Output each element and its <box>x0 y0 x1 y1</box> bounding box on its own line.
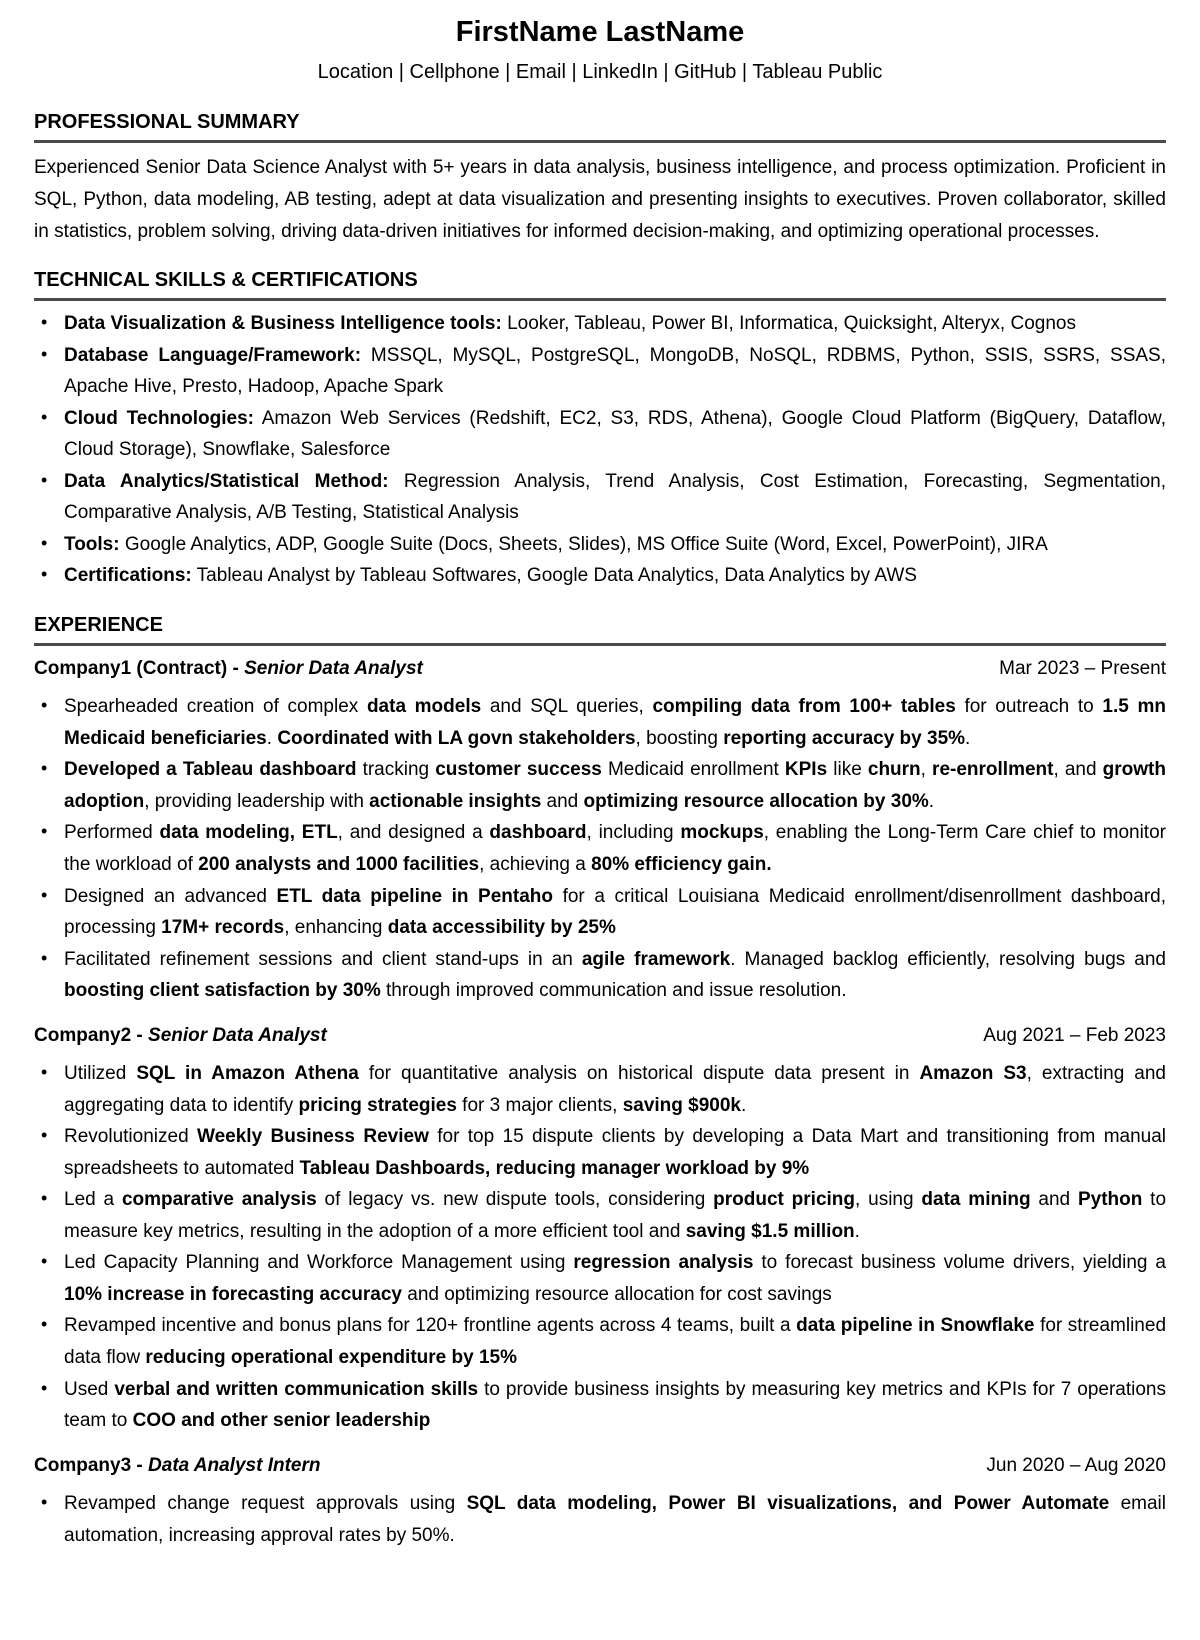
bullet-marker-icon: • <box>41 1251 48 1272</box>
bullet-marker-icon: • <box>41 884 48 905</box>
plain-text: Spearheaded creation of complex <box>64 696 367 718</box>
plain-text: like <box>827 759 868 781</box>
plain-text: for 3 major clients, <box>456 1094 623 1116</box>
plain-text: , and <box>1053 759 1103 781</box>
plain-text: , extracting and aggregating data to identify <box>64 1063 1166 1116</box>
emphasis-text: Senior Data Analyst <box>148 1024 327 1046</box>
plain-text: for top 15 dispute clients by developing a Data Mart and transitioning from manual spreadsheets to automated <box>64 1126 1167 1179</box>
emphasis-text: dashboard <box>489 822 587 844</box>
list-item <box>34 691 1166 754</box>
list-item <box>34 466 1166 529</box>
job-bullets <box>34 1488 1166 1551</box>
job-dates: Mar 2023 – Present <box>999 657 1166 679</box>
plain-text: Looker, Tableau, Power BI, Informatica, Quicksight, Alteryx, Cognos <box>501 313 1076 335</box>
emphasis-text: optimizing resource allocation by 30% <box>583 790 929 812</box>
plain-text: Amazon Web Services (Redshift, EC2, S3, RDS, Athena), Google Cloud Platform (BigQuery, Dataflow, Cloud Storage), Snowflake, Salesforce <box>64 407 1166 461</box>
bullet-marker-icon: • <box>41 564 48 585</box>
emphasis-text: agile framework <box>581 948 731 970</box>
bullet-marker-icon: • <box>41 821 48 842</box>
plain-text: MSSQL, MySQL, PostgreSQL, MongoDB, NoSQL, RDBMS, Python, SSIS, SSRS, SSAS, Apache Hive, Presto, Hadoop, Apache Spark <box>64 344 1167 398</box>
emphasis-text: data modeling, ETL <box>159 822 338 844</box>
section-heading-professional-summary: PROFESSIONAL SUMMARY <box>34 110 1166 143</box>
list-item <box>34 944 1166 1007</box>
emphasis-text: Company3 - <box>34 1454 149 1476</box>
plain-text: Revolutionized <box>64 1126 198 1148</box>
section-heading-experience: EXPERIENCE <box>34 613 1166 646</box>
experience-bullet-text <box>64 1310 1166 1373</box>
list-item <box>34 881 1166 944</box>
emphasis-text: pricing strategies <box>298 1094 457 1116</box>
plain-text: tracking <box>356 759 436 781</box>
list-item <box>34 403 1166 466</box>
plain-text: Led a <box>64 1189 122 1211</box>
plain-text: for a critical Louisiana Medicaid enrollment/disenrollment dashboard, processing <box>64 885 1166 939</box>
plain-text: Revamped change request approvals using <box>64 1493 467 1515</box>
emphasis-text: compiling data from 100+ tables <box>652 696 956 718</box>
plain-text: Revamped incentive and bonus plans for 120+ frontline agents across 4 teams, built a <box>64 1315 797 1337</box>
plain-text: Facilitated refinement sessions and client stand-ups in an <box>64 948 582 970</box>
skill-text <box>64 466 1166 529</box>
job-dates: Aug 2021 – Feb 2023 <box>983 1024 1166 1046</box>
plain-text: . <box>266 727 278 749</box>
list-item <box>34 1121 1166 1184</box>
bullet-marker-icon: • <box>41 1377 48 1398</box>
plain-text: to forecast business volume drivers, yielding a <box>753 1252 1166 1274</box>
emphasis-text: 10% increase in forecasting accuracy <box>64 1283 402 1305</box>
candidate-name: FirstName LastName <box>455 16 745 48</box>
plain-text: and <box>1030 1189 1078 1211</box>
experience-bullet-text <box>64 1247 1166 1310</box>
emphasis-text: churn <box>867 759 921 781</box>
experience-bullet-text <box>64 754 1166 817</box>
emphasis-text: Python <box>1077 1189 1143 1211</box>
plain-text: , boosting <box>635 727 724 749</box>
plain-text: , including <box>586 822 681 844</box>
plain-text: for outreach to <box>955 696 1103 718</box>
section-professional-summary <box>34 110 1166 247</box>
bullet-marker-icon: • <box>41 758 48 779</box>
emphasis-text: SQL data modeling, Power BI visualizations, and Power Automate <box>466 1493 1110 1515</box>
emphasis-text: Weekly Business Review <box>197 1126 429 1148</box>
list-item <box>34 308 1166 340</box>
bullet-marker-icon: • <box>41 469 48 490</box>
plain-text: and SQL queries, <box>481 696 653 718</box>
list-item <box>34 1488 1166 1551</box>
emphasis-text: verbal and written communication skills <box>114 1378 479 1400</box>
emphasis-text: regression analysis <box>573 1252 754 1274</box>
bullet-marker-icon: • <box>41 343 48 364</box>
experience-bullet-text <box>64 1121 1166 1184</box>
emphasis-text: Database Language/Framework: <box>64 344 362 366</box>
job <box>34 1450 1166 1552</box>
plain-text: . <box>854 1220 860 1242</box>
emphasis-text: Data Analytics/Statistical Method: <box>64 470 389 492</box>
plain-text: Led Capacity Planning and Workforce Management using <box>64 1252 574 1274</box>
list-item <box>34 817 1166 880</box>
emphasis-text: saving $900k <box>622 1094 741 1116</box>
jobs-container <box>34 653 1166 1551</box>
job-header <box>34 1450 1166 1482</box>
skill-text <box>64 529 1166 561</box>
plain-text: to provide business insights by measuring key metrics and KPIs for 7 operations team to <box>64 1378 1166 1432</box>
section-experience <box>34 613 1166 1551</box>
emphasis-text: ETL data pipeline in Pentaho <box>276 885 554 907</box>
emphasis-text: product pricing <box>713 1189 856 1211</box>
job <box>34 1020 1166 1437</box>
list-item <box>34 340 1166 403</box>
emphasis-text: reducing operational expenditure by 15% <box>145 1346 517 1368</box>
plain-text: , enabling the Long-Term Care chief to monitor the workload of <box>64 822 1166 875</box>
plain-text: email automation, increasing approval rates by 50%. <box>64 1493 1166 1546</box>
job-title <box>34 653 423 685</box>
plain-text: Performed <box>64 822 160 844</box>
plain-text: Medicaid enrollment <box>601 759 785 781</box>
emphasis-text: Amazon S3 <box>919 1063 1027 1085</box>
plain-text: , using <box>855 1189 922 1211</box>
bullet-marker-icon: • <box>41 947 48 968</box>
job-header <box>34 653 1166 685</box>
plain-text: , <box>920 759 933 781</box>
bullet-marker-icon: • <box>41 1062 48 1083</box>
emphasis-text: 17M+ records <box>161 917 285 939</box>
section-heading-technical-skills: TECHNICAL SKILLS & CERTIFICATIONS <box>34 268 1166 301</box>
job-title <box>34 1020 327 1052</box>
experience-bullet-text <box>64 691 1166 754</box>
plain-text: Utilized <box>64 1063 137 1085</box>
plain-text: , and designed a <box>337 822 490 844</box>
emphasis-text: Company1 (Contract) - <box>34 657 245 679</box>
emphasis-text: 1.5 mn Medicaid beneficiaries <box>64 696 1166 749</box>
plain-text: of legacy vs. new dispute tools, considering <box>316 1189 714 1211</box>
emphasis-text: data accessibility by 25% <box>387 917 616 939</box>
list-item <box>34 754 1166 817</box>
section-technical-skills <box>34 268 1166 592</box>
bullet-marker-icon: • <box>41 1314 48 1335</box>
plain-text: Regression Analysis, Trend Analysis, Cost Estimation, Forecasting, Segmentation, Comparative Analysis, A/B Testing, Statistical Analysis <box>64 470 1167 524</box>
job-bullets <box>34 1058 1166 1436</box>
contact-line: Location | Cellphone | Email | LinkedIn | GitHub | Tableau Public <box>317 61 883 84</box>
experience-bullet-text <box>64 881 1166 944</box>
bullet-marker-icon: • <box>41 695 48 716</box>
emphasis-text: Tools: <box>64 533 120 555</box>
bullet-marker-icon: • <box>41 1188 48 1209</box>
emphasis-text: mockups <box>680 822 764 844</box>
plain-text: . <box>741 1094 747 1116</box>
bullet-marker-icon: • <box>41 1125 48 1146</box>
job-header <box>34 1020 1166 1052</box>
emphasis-text: saving $1.5 million <box>685 1220 855 1242</box>
emphasis-text: SQL in Amazon Athena <box>136 1063 359 1085</box>
list-item <box>34 1374 1166 1437</box>
emphasis-text: Senior Data Analyst <box>244 657 423 679</box>
resume-header <box>34 14 1166 89</box>
list-item <box>34 560 1166 592</box>
emphasis-text: Data Visualization & Business Intelligence tools: <box>64 313 502 335</box>
emphasis-text: growth adoption <box>64 759 1166 812</box>
plain-text: for quantitative analysis on historical dispute data present in <box>358 1063 920 1085</box>
job <box>34 653 1166 1007</box>
plain-text: , enhancing <box>284 917 388 939</box>
emphasis-text: data pipeline in Snowflake <box>796 1315 1035 1337</box>
job-bullets <box>34 691 1166 1006</box>
bullet-marker-icon: • <box>41 406 48 427</box>
bullet-marker-icon: • <box>41 312 48 333</box>
plain-text: Used <box>64 1378 115 1400</box>
plain-text: through improved communication and issue resolution. <box>380 980 847 1002</box>
plain-text: Tableau Analyst by Tableau Softwares, Google Data Analytics, Data Analytics by AWS <box>191 565 917 587</box>
job-dates: Jun 2020 – Aug 2020 <box>986 1454 1166 1476</box>
emphasis-text: COO and other senior leadership <box>132 1410 431 1432</box>
plain-text: . <box>928 790 935 812</box>
skill-text <box>64 308 1166 340</box>
summary-paragraph: Experienced Senior Data Science Analyst with 5+ years in data analysis, business intelligence, and process optimization. Proficient in SQL, Python, data modeling, AB testing, adept at data visualization and presenting insights to executives. Proven collaborator, skilled in statistics, problem solving, driving data-driven initiatives for informed decision-making, and optimizing operational processes. <box>34 157 1166 242</box>
plain-text: for streamlined data flow <box>64 1315 1167 1368</box>
plain-text: to measure key metrics, resulting in the adoption of a more efficient tool and <box>64 1189 1167 1242</box>
plain-text: Designed an advanced <box>64 885 277 907</box>
plain-text: . <box>965 727 971 749</box>
emphasis-text: re-enrollment <box>932 759 1054 781</box>
experience-bullet-text <box>64 1184 1166 1247</box>
skill-text <box>64 403 1166 466</box>
list-item <box>34 1184 1166 1247</box>
emphasis-text: actionable insights <box>369 790 542 812</box>
plain-text: , providing leadership with <box>144 790 370 812</box>
emphasis-text: KPIs <box>784 759 828 781</box>
emphasis-text: comparative analysis <box>121 1189 317 1211</box>
list-item <box>34 1058 1166 1121</box>
plain-text: Google Analytics, ADP, Google Suite (Docs, Sheets, Slides), MS Office Suite (Word, Excel, PowerPoint), JIRA <box>119 533 1048 555</box>
emphasis-text: 200 analysts and 1000 facilities <box>198 854 480 875</box>
emphasis-text: Developed a Tableau dashboard <box>64 759 357 781</box>
plain-text: and optimizing resource allocation for cost savings <box>401 1283 832 1305</box>
job-title <box>34 1450 320 1482</box>
experience-bullet-text <box>64 1374 1166 1437</box>
experience-bullet-text <box>64 1058 1166 1121</box>
emphasis-text: data models <box>366 696 482 718</box>
bullet-marker-icon: • <box>41 1492 48 1513</box>
emphasis-text: reporting accuracy by 35% <box>723 727 966 749</box>
list-item <box>34 529 1166 561</box>
emphasis-text: 80% efficiency gain. <box>591 854 772 875</box>
list-item <box>34 1310 1166 1373</box>
list-item <box>34 1247 1166 1310</box>
skill-text <box>64 340 1166 403</box>
emphasis-text: Certifications: <box>64 565 192 587</box>
experience-bullet-text <box>64 817 1166 880</box>
bullet-marker-icon: • <box>41 532 48 553</box>
emphasis-text: Tableau Dashboards, reducing manager workload by 9% <box>299 1157 810 1179</box>
emphasis-text: Coordinated with LA govn stakeholders <box>277 727 636 749</box>
plain-text: , achieving a <box>479 854 592 875</box>
emphasis-text: customer success <box>435 759 602 781</box>
emphasis-text: Cloud Technologies: <box>64 407 254 429</box>
skill-text <box>64 560 1166 592</box>
skills-list <box>34 308 1166 592</box>
emphasis-text: Company2 - <box>34 1024 149 1046</box>
plain-text: . Managed backlog efficiently, resolving bugs and <box>730 948 1167 970</box>
emphasis-text: boosting client satisfaction by 30% <box>64 980 381 1002</box>
emphasis-text: data mining <box>921 1189 1031 1211</box>
experience-bullet-text <box>64 1488 1166 1551</box>
experience-bullet-text <box>64 944 1166 1007</box>
emphasis-text: Data Analyst Intern <box>148 1454 321 1476</box>
plain-text: and <box>541 790 584 812</box>
